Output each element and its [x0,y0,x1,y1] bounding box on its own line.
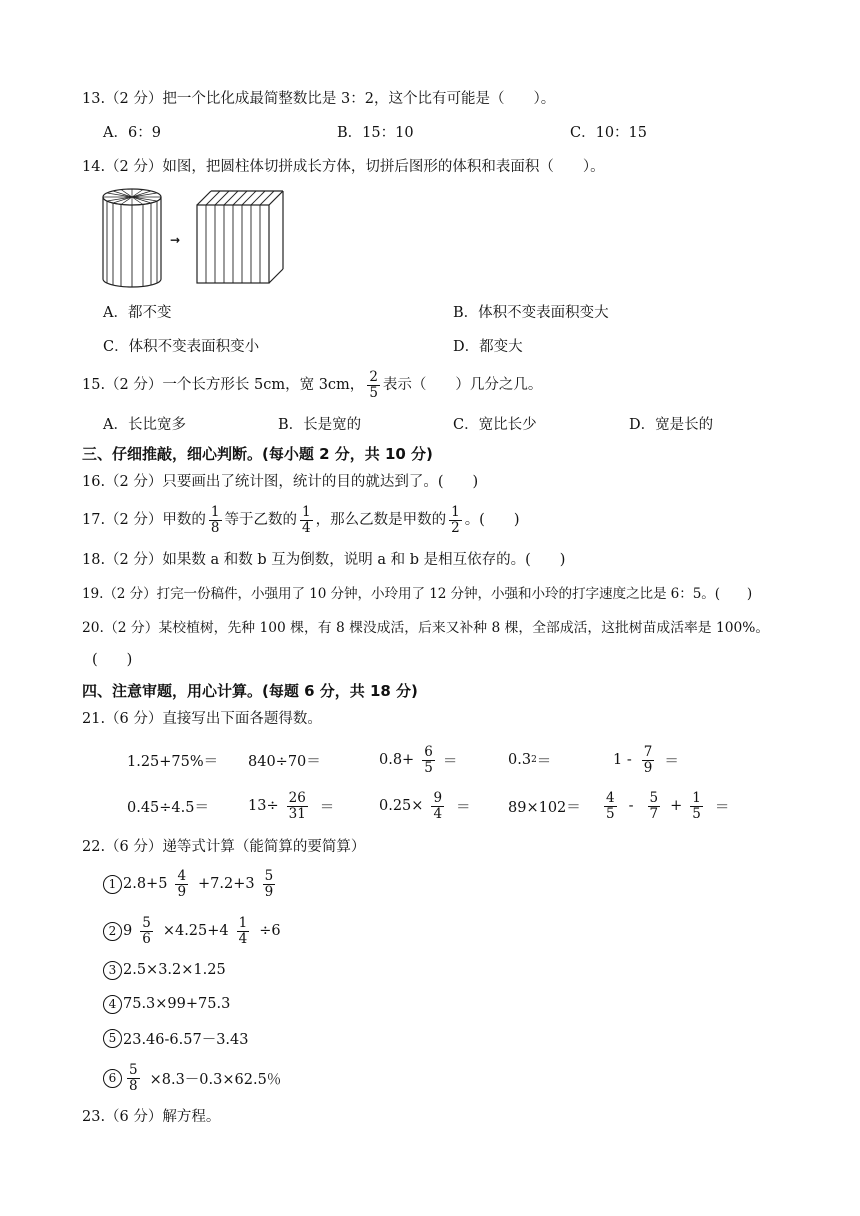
q15-stem-a: 15.（2 分）一个长方形长 5cm，宽 3cm， [82,377,365,393]
q22-step-2-fraction-1 [140,916,153,947]
q22-step-1-a: 2.8+5 [123,876,168,892]
q20-answer-paren: ( ) [92,652,133,668]
q22-step-4-number: 4 [103,995,122,1014]
q21-item-5-fraction [642,745,655,776]
q20: 20.（2 分）某校植树，先种 100 棵，有 8 棵没成活，后来又补种 8 棵，全部成活，这批树苗成活率是 100%。 [82,620,770,636]
q22-step-2-c: ÷6 [259,923,281,939]
q21-item-4-a: 0.3 [508,752,532,768]
q21-item-5-a: 1 - [613,752,632,768]
q22-step-5 [103,1018,248,1058]
q15-option-b[interactable]: B．长是宽的 [278,417,362,433]
q21-item-5 [613,740,679,780]
q21-item-10-den-2: 7 [649,805,659,822]
q21-item-10-op-2: + [670,798,683,814]
q21-item-6 [127,786,209,826]
q21-item-10-num-2: 5 [649,789,659,806]
q21-item-10-den-3: 5 [692,805,701,822]
q15-option-d[interactable]: D．宽是长的 [629,417,714,433]
q21-item-10-num-1: 4 [606,789,615,806]
q15-stem-b: 表示（ ）几分之几。 [382,377,543,393]
q22-step-6-den: 8 [129,1077,138,1094]
q21-item-8-den: 4 [433,805,443,822]
q22-step-1-fraction-1 [175,869,188,900]
q22-step-2-den-2: 4 [238,930,248,947]
q17-c: ，那么乙数是甲数的 [315,512,447,528]
q17-f3-den: 2 [451,519,460,536]
q21-item-10-fraction-3 [690,791,703,822]
q14-stem: 14.（2 分）如图，把圆柱体切拼成长方体，切拼后图形的体积和表面积（ ）。 [82,159,605,175]
q13-option-b[interactable]: B．15：10 [337,125,414,141]
q21-item-1-text: 1.25+75%＝ [127,753,219,770]
q21-item-8 [379,786,471,826]
q21-item-1 [127,740,218,780]
q22-step-2-num-1: 5 [142,914,151,931]
q17-f3-num: 1 [451,503,460,520]
q21-item-3-fraction [422,745,435,776]
q21-item-10-fraction-1 [604,791,617,822]
q22-step-2-num-2: 1 [238,914,248,931]
q15-option-c[interactable]: C．宽比长少 [453,417,537,433]
q15-frac-den: 5 [369,384,378,401]
q21-item-7-b: ＝ [319,799,335,816]
q21-item-10-eq: ＝ [714,799,730,816]
q21-stem: 21.（6 分）直接写出下面各题得数。 [82,711,322,727]
q22-step-2-den-1: 6 [142,930,151,947]
q23-stem: 23.（6 分）解方程。 [82,1109,221,1125]
q22-step-1 [103,864,281,904]
q21-item-5-den: 9 [643,759,653,776]
q22-step-3-number: 3 [103,961,122,980]
q21-item-6-text: 0.45÷4.5＝ [127,799,209,816]
q22-step-1-num-1: 4 [177,867,187,884]
q15-stem [82,365,542,405]
q21-item-3-den: 5 [424,759,433,776]
q21-item-5-num: 7 [643,743,653,760]
q14-option-c[interactable]: C．体积不变表面积变小 [103,339,260,355]
cuboid-drawing [197,191,283,283]
q22-step-2-a: 9 [123,923,133,939]
q16: 16.（2 分）只要画出了统计图，统计的目的就达到了。( ) [82,474,479,490]
cylinder-to-cuboid-figure [96,186,292,290]
arrow-icon: → [170,233,181,247]
q22-step-2 [103,911,281,951]
q22-step-1-den-2: 9 [264,883,274,900]
q13-option-a[interactable]: A．6：9 [103,125,161,141]
q17-f2-den: 4 [302,519,311,536]
q17 [82,500,520,540]
cylinder-drawing [103,189,161,287]
q21-item-4-exponent: 2 [531,755,537,765]
q21-item-8-b: ＝ [456,799,471,816]
q17-f1-num: 1 [210,503,220,520]
q22-step-2-number: 2 [103,922,122,941]
q21-item-8-num: 9 [433,789,443,806]
q22-step-5-text: 23.46-6.57－3.43 [123,1031,249,1048]
q21-item-4 [508,740,551,780]
q21-item-9-text: 89×102＝ [508,799,581,816]
q21-item-5-b: ＝ [664,753,679,770]
q22-step-5-number: 5 [103,1029,122,1048]
q22-step-3-text: 2.5×3.2×1.25 [123,962,226,978]
q22-step-1-fraction-2 [263,869,276,900]
q17-fraction-3 [449,505,462,536]
q17-b: 等于乙数的 [224,512,297,528]
q21-item-3-a: 0.8+ [379,752,415,768]
q22-step-4-text: 75.3×99+75.3 [123,996,231,1012]
q21-item-8-fraction [431,791,444,822]
q21-item-3-num: 6 [424,743,433,760]
q21-item-7-num: 26 [288,789,306,806]
q22-step-6-b: ×8.3－0.3×62.5％ [149,1071,282,1088]
q21-item-10 [604,786,729,826]
q21-item-8-a: 0.25× [379,798,424,814]
q15-frac-num: 2 [369,368,378,385]
q21-item-4-b: ＝ [536,753,552,770]
q22-step-1-num-2: 5 [264,867,274,884]
q17-fraction-1 [209,505,222,536]
q21-item-10-fraction-2 [648,791,661,822]
q22-stem: 22.（6 分）递等式计算（能简算的要简算） [82,839,366,855]
q21-item-9 [508,786,581,826]
section-4-heading: 四、注意审题，用心计算。(每题 6 分，共 18 分) [82,682,418,700]
q21-item-7-a: 13÷ [248,798,279,814]
q17-d: 。( ) [464,512,520,528]
q22-step-1-b: +7.2+3 [198,876,255,892]
q15-fraction [367,370,380,401]
q21-item-3 [379,740,457,780]
q17-fraction-2 [300,505,313,536]
q21-item-7-den: 31 [288,805,306,822]
q22-step-1-number: 1 [103,875,122,894]
q22-step-6 [103,1058,281,1098]
q14-option-d[interactable]: D．都变大 [453,339,523,355]
q21-item-3-b: ＝ [442,753,458,770]
q22-step-6-number: 6 [103,1069,122,1088]
q22-step-6-fraction [127,1063,140,1094]
q21-item-7-fraction [287,791,308,822]
q15-option-a[interactable]: A．长比宽多 [103,417,186,433]
section-3-heading: 三、仔细推敲，细心判断。(每小题 2 分，共 10 分) [82,445,433,463]
q14-option-b[interactable]: B．体积不变表面积变大 [453,305,609,321]
q22-step-1-den-1: 9 [177,883,187,900]
q22-step-2-b: ×4.25+4 [162,923,229,939]
q22-step-2-fraction-2 [237,916,250,947]
q13-stem: 13.（2 分）把一个比化成最简整数比是 3：2，这个比有可能是（ ）。 [82,91,556,107]
q21-item-10-den-1: 5 [606,805,615,822]
q13-option-c[interactable]: C．10：15 [570,125,647,141]
q17-a: 17.（2 分）甲数的 [82,512,206,528]
q21-item-7 [248,786,334,826]
q19: 19.（2 分）打完一份稿件，小强用了 10 分钟，小玲用了 12 分钟，小强和小玲的打字速度之比是 6：5。( ) [82,586,753,602]
q17-f1-den: 8 [210,519,220,536]
q21-item-2 [248,740,321,780]
q18: 18.（2 分）如果数 a 和数 b 互为倒数，说明 a 和 b 是相互依存的。( ) [82,552,566,568]
q17-f2-num: 1 [302,503,311,520]
q21-item-10-op-1: - [628,798,634,814]
q22-step-6-num: 5 [129,1061,138,1078]
q14-option-a[interactable]: A．都不变 [103,305,172,321]
q21-item-10-num-3: 1 [692,789,701,806]
q21-item-2-text: 840÷70＝ [248,753,321,770]
